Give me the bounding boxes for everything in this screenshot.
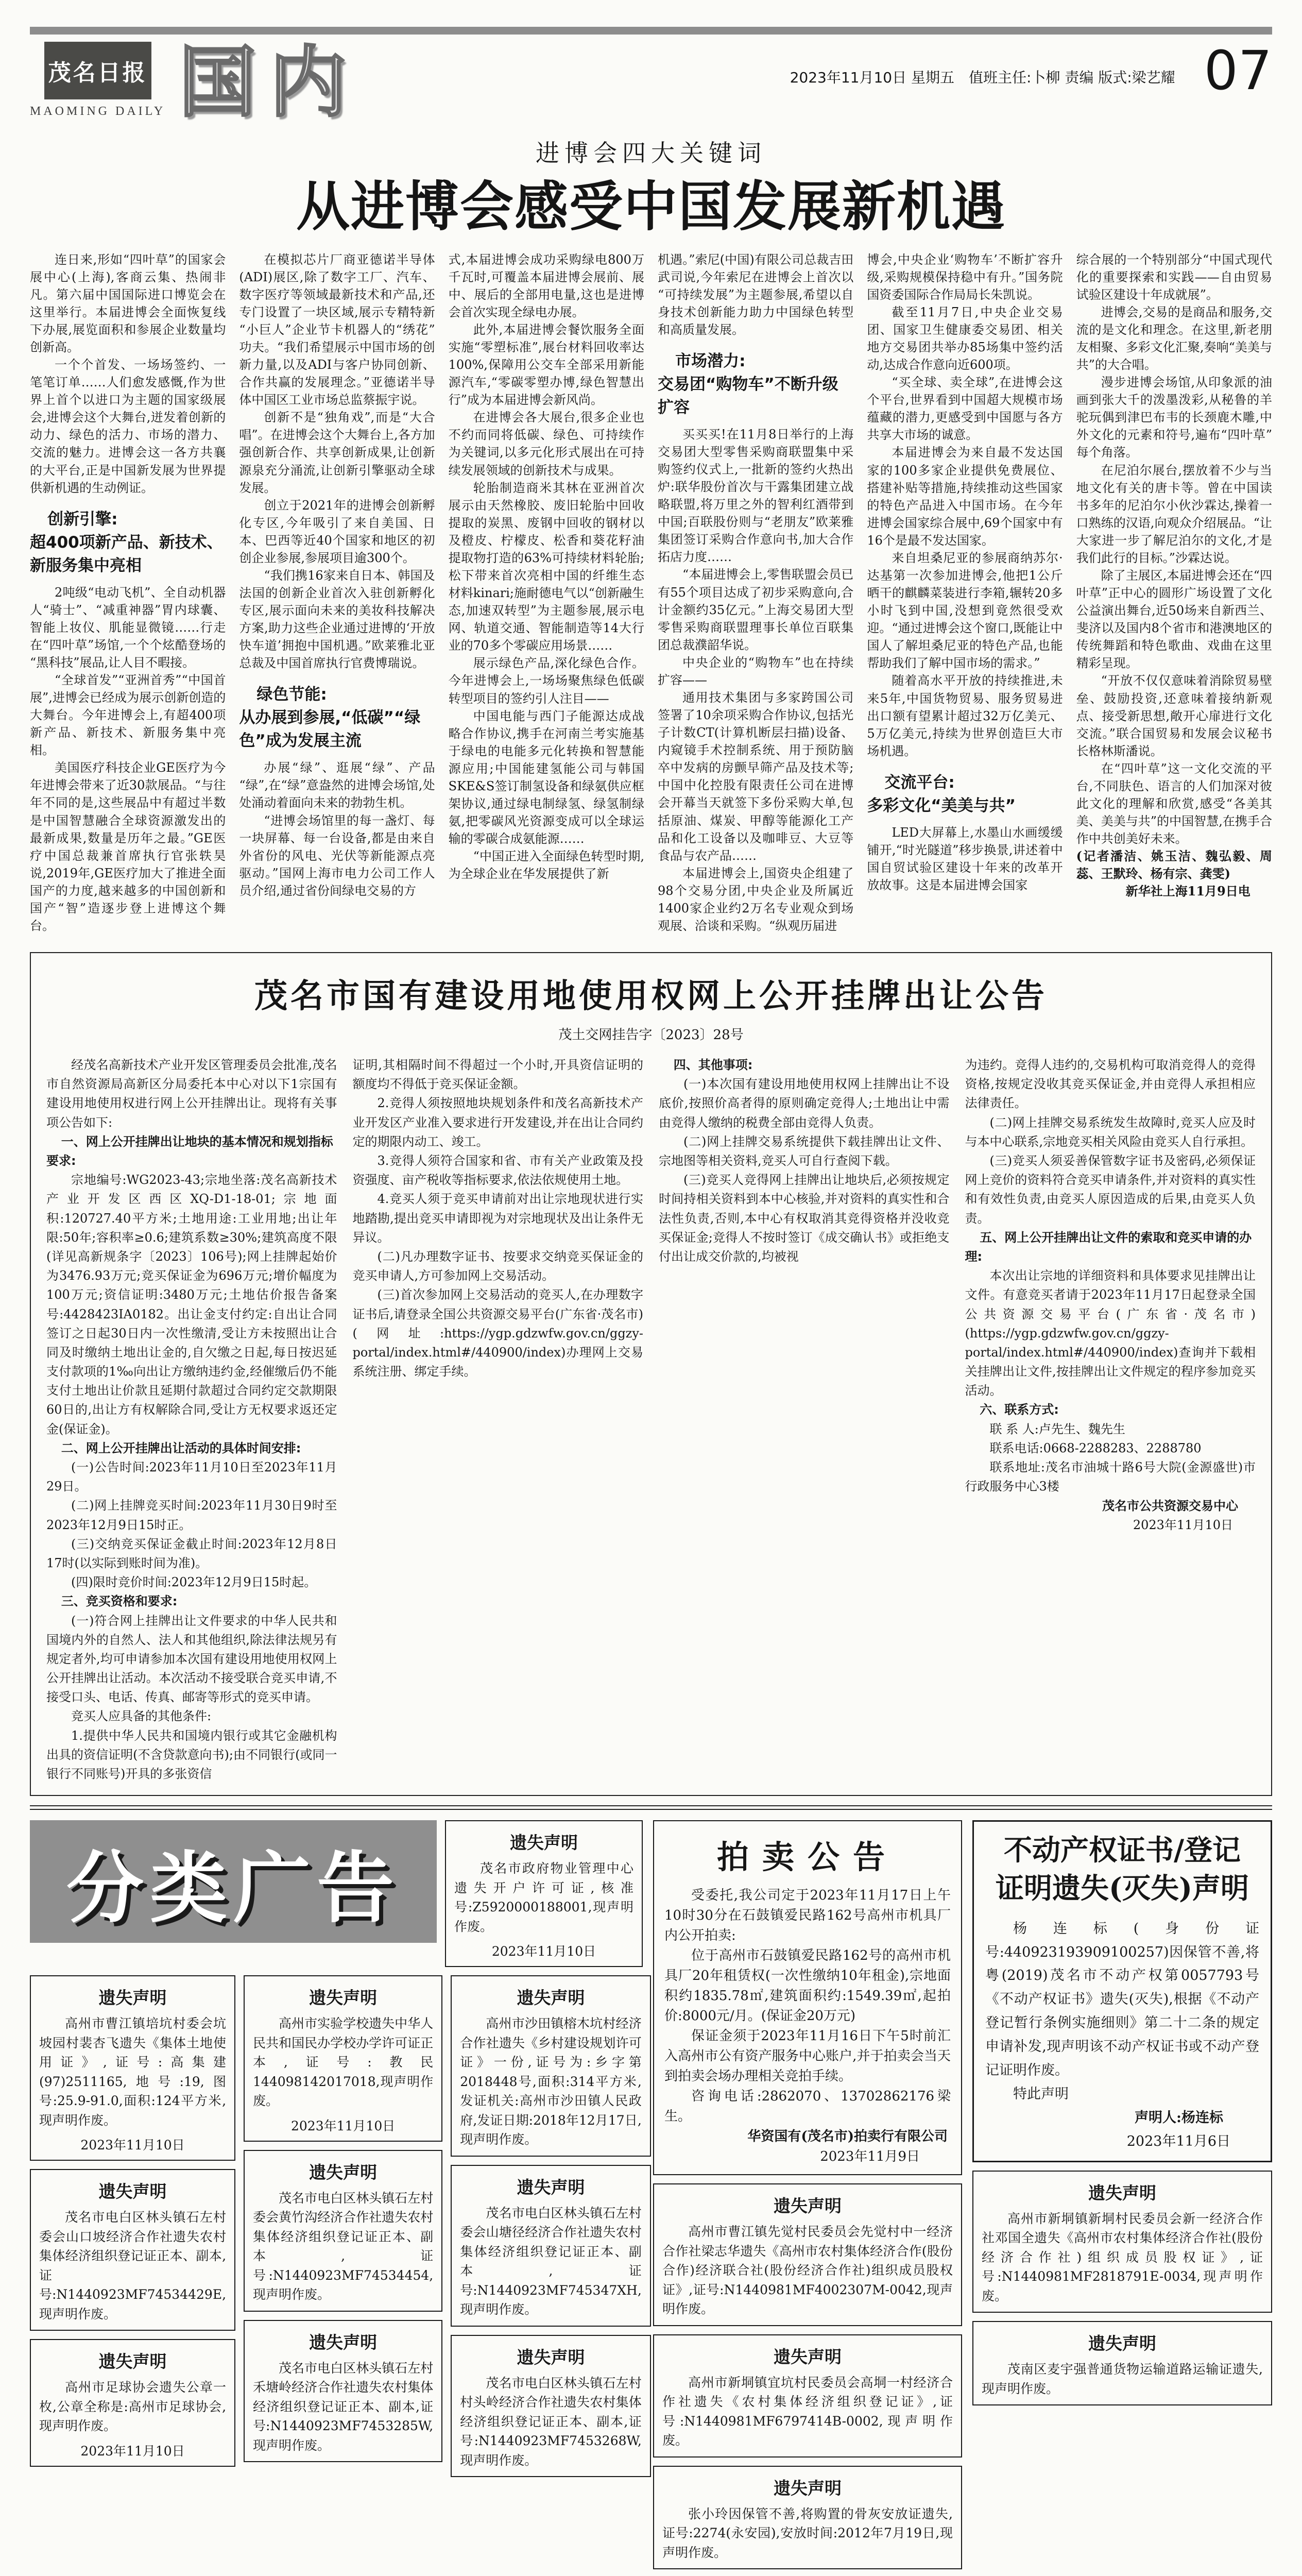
text-block: 漫步进博会场馆,从印象派的油画到张大千的泼墨泼彩,从秘鲁的羊驼玩偶到津巴布韦的长颈鹿木雕,中外文化的元素和符号,遍布“四叶草”每个角落。 [1076, 375, 1272, 460]
text-block: (一)符合网上挂牌出让文件要求的中华人民共和国境内外的自然人、法人和其他组织,除法律法规另有规定者外,均可申请参加本次国有建设用地使用权网上公开挂牌出让活动。本次活动不接受联合竞买申请,不接受口头、电话、传真、邮寄等形式的竞买申请。 [46, 1613, 337, 1705]
auction-notice [653, 1820, 962, 2175]
classifieds-left-top [30, 1820, 643, 1967]
notice-columns [46, 1056, 1256, 1784]
text-block: 在“四叶草”这一文化交流的平台,不同肤色、语言的人们加深对彼此文化的理解和欣赏,感受“各美其美、美美与共”的中国智慧,在携手合作中共创美好未来。 [1076, 761, 1272, 846]
ads-column-2 [244, 1975, 442, 2477]
text-block: 华资国有(茂名市)拍卖行有限公司 [747, 2129, 948, 2145]
text-block: 从办展到参展,“低碳”“绿色”成为发展主流 [239, 708, 421, 751]
ad-body: 张小玲因保管不善,将购置的骨灰安放证遗失,证号:2274(永安园),安放时间:2012年7月19日,现声明作废。 [662, 2506, 953, 2560]
text-block: 1.提供中华人民共和国境内银行或其它金融机构出具的资信证明(不含贷款意向书);由不同银行(或同一银行不同账号)开具的多张资信 [46, 1728, 337, 1781]
section-divider [30, 1805, 1272, 1810]
masthead [30, 42, 165, 118]
text-block: 交流平台: [884, 773, 955, 792]
text-block: 本届进博会上,国资央企组建了98个交易分团,中央企业及所属近1400家企业约2万名专业观众到场观展、洽谈和采购。“纵观历届进 [657, 866, 854, 933]
date-line: 2023年11月10日 星期五 值班主任:卜柳 责编 版式:梁艺耀 [790, 69, 1175, 86]
text-block: 三、竞买资格和要求: [61, 1594, 178, 1609]
text-block: 买买买!在11月8日举行的上海交易团大型零售采购商联盟集中采购签约仪式上,一批新的签约火热出炉:联华股份首次与干露集团建立战略联盟,将万里之外的智利红酒带到中国;百联股份则与“老朋友”欧莱雅集团签订采购合作意向书,加大合作拓店力度…… [657, 427, 854, 565]
masthead-logo: 茂名日报 [44, 42, 151, 99]
text-block: 超400项新产品、新技术、新服务集中亮相 [30, 533, 223, 575]
masthead-english: MAOMING DAILY [30, 105, 166, 118]
text-block: 茂名市公共资源交易中心 [1102, 1498, 1238, 1514]
notice-title: 茂名市国有建设用地使用权网上公开挂牌出让公告 [254, 977, 1048, 1016]
text-block: 综合展的一个特别部分“中国式现代化的重要探索和实践——自由贸易试验区建设十年成就展”。 [1076, 252, 1272, 302]
text-block: 进博会,交易的是商品和服务,交流的是文化和理念。在这里,新老朋友相聚、多彩文化汇聚,奏响“美美与共”的大合唱。 [1076, 304, 1272, 372]
text-block: “开放不仅仅意味着消除贸易壁垒、鼓励投资,还意味着接纳新观点、接受新思想,敞开心扉进行文化交流。”联合国贸易和发展会议秘书长格林斯潘说。 [1076, 673, 1272, 758]
ad-title: 遗失声明 [98, 1988, 167, 2008]
ad-date: 2023年11月10日 [80, 2443, 185, 2459]
text-block: 受委托,我公司定于2023年11月17日上午10时30分在石鼓镇爱民路162号高州市机具厂内公开拍卖: [664, 1888, 951, 1944]
text-block: LED大屏幕上,水墨山水画缓缓铺开,“时光隧道”移步换景,讲述着中国自贸试验区建设十年来的改革开放故事。这是本届进博会国家 [867, 825, 1063, 892]
article-body [30, 251, 1272, 935]
text-block: “买全球、卖全球”,在进博会这个平台,世界看到中国超大规模市场蕴藏的潜力,更感受到中国愿与各方共享大市场的诚意。 [867, 375, 1063, 443]
text-block: 二、网上公开挂牌出让活动的具体时间安排: [61, 1440, 301, 1455]
ad-box [972, 2321, 1272, 2405]
ad-title: 遗失声明 [309, 2332, 378, 2352]
text-block: 轮胎制造商米其林在亚洲首次展示由天然橡胶、废旧轮胎中回收提取的炭黑、废钢中回收的钢材以及橙皮、柠檬皮、松香和葵花籽油提取物打造的63%可持续材料轮胎;松下带来首次亮相中国的纤维生态材料kinari;施耐德电气以“创新融生态,加速双转型”为主题参展,展示电网、轨道交通、智能制造等14大行业的70多个零碳应用场景…… [448, 480, 644, 653]
ad-body: 高州市新垌镇宜坑村民委员会高垌一村经济合作社遗失《农村集体经济组织登记证》,证号:N1440981MF6797414B-0002,现声明作废。 [662, 2375, 953, 2448]
ad-body: 高州市曹江镇培坑村委会坑坡园村裴杏飞遗失《集体土地使用证》,证号:高集建(97)2511165,地号:19,图号:25.9-91.0,面积:124平方米,现声明作废。 [39, 2016, 227, 2128]
text-block: 联系电话:0668-2288283、2288780 [989, 1440, 1202, 1455]
ad-title: 遗失声明 [1088, 2333, 1156, 2354]
text-block: 一、网上公开挂牌出让地块的基本情况和规划指标要求: [46, 1134, 333, 1168]
text-block: (二)网上挂牌竞买时间:2023年11月30日9时至2023年12月9日15时正。 [46, 1498, 337, 1532]
section-banner: 国内 [179, 37, 361, 128]
ad-title: 遗失声明 [774, 2346, 842, 2367]
ad-body: 高州市新垌镇新垌村民委员会新一经济合作社邓国全遗失《高州市农村集体经济合作社(股份经济合作社)组织成员股权证》,证号:N1440981MF2818791E-0034,现声明作废。 [982, 2211, 1263, 2303]
ad-body: 高州市实验学校遗失中华人民共和国民办学校办学许可证正本,证号:教民144098142017018,现声明作废。 [253, 2016, 434, 2109]
text-block: 交易团“购物车”不断升级扩容 [657, 375, 838, 417]
text-block: (二)凡办理数字证书、按要求交纳竞买保证金的竞买申请人,方可参加网上交易活动。 [352, 1249, 643, 1283]
ad-title: 遗失声明 [98, 2351, 167, 2372]
text-block: (二)网上挂牌交易系统提供下载挂牌出让文件、宗地图等相关资料,竞买人可自行查阅下载。 [659, 1134, 950, 1168]
ad-title: 遗失声明 [309, 2162, 378, 2182]
property-title-line-1: 不动产权证书/登记 [1003, 1833, 1241, 1867]
text-block: (三)交纳竞买保证金截止时间:2023年12月8日17时(以实际到账时间为准)。 [46, 1536, 337, 1570]
ad-body: 茂名市电白区林头镇石左村禾塘岭经济合作社遗失农村集体经济组织登记证正本、副本,证号:N1440923MF7453285W,现声明作废。 [253, 2360, 434, 2453]
text-block: 2023年11月9日 [820, 2149, 920, 2165]
text-block: 在尼泊尔展台,摆放着不少与当地文化有关的唐卡等。曾在中国读书多年的尼泊尔小伙沙霖达,操着一口熟练的汉语,向观众介绍展品。“让大家进一步了解尼泊尔的文化,才是我们此行的目标。”沙霖达说。 [1076, 463, 1272, 565]
text-block: 3.竞得人须符合国家和省、市有关产业政策及投资强度、亩产税收等指标要求,依法依规使用土地。 [352, 1154, 643, 1188]
notice-column-4 [965, 1056, 1256, 1784]
text-block: 经茂名高新技术产业开发区管理委员会批准,茂名市自然资源局高新区分局委托本中心对以下1宗国有建设用地使用权进行网上公开挂牌出让。现将有关事项公告如下: [46, 1058, 337, 1130]
ad-box [445, 1820, 643, 1967]
text-block: 2023年11月10日 [1133, 1517, 1233, 1532]
text-block: 4.竞买人须于竞买申请前对出让宗地现状进行实地踏勘,提出竞买申请即视为对宗地现状及出让条件无异议。 [352, 1192, 643, 1245]
notice-column-3 [659, 1056, 950, 1784]
ad-date: 2023年11月10日 [80, 2138, 185, 2153]
article-column-5 [867, 251, 1063, 935]
property-title-line-2: 证明遗失(灭失)声明 [995, 1871, 1249, 1905]
text-block: (三)竞买人须妥善保管数字证书及密码,必须保证网上竞价的资料符合竞买申请条件,并对资料的真实性和有效性负责,由竞买人原因造成的后果,由竞买人负责。 [965, 1154, 1256, 1226]
text-block: 声明人:杨连标 [1135, 2109, 1223, 2126]
text-block: (记者潘洁、姚玉洁、魏弘毅、周蕊、王默玲、杨有宗、龚雯) [1076, 849, 1272, 882]
ad-box [653, 2334, 962, 2458]
ad-box [30, 1975, 235, 2161]
article-column-3 [449, 251, 644, 935]
text-block: 机遇。”索尼(中国)有限公司总裁吉田武司说,今年索尼在进博会上首次以“可持续发展”为主题参展,希望以自身技术创新能力助力中国绿色转型和高质量发展。 [657, 252, 854, 337]
ad-box [244, 1975, 442, 2142]
text-block: 来自坦桑尼亚的参展商纳苏尔·达基第一次参加进博会,他把1公斤晒干的麒麟菜装进行李箱,辗转20多小时飞到中国,没想到竟然很受欢迎。“通过进博会这个窗口,既能让中国人了解坦桑尼亚的特色产品,也能帮助我们了解中国市场的需求。” [867, 550, 1063, 671]
ad-title: 遗失声明 [1088, 2182, 1156, 2203]
ad-box [653, 2466, 962, 2570]
ad-box [244, 2320, 442, 2463]
text-block: 本届进博会为来自最不发达国家的100多家企业提供免费展位、搭建补贴等措施,持续推动这些国家的特色产品进入中国市场。在今年进博会国家综合展中,69个国家中有16个是最不发达国家。 [867, 445, 1063, 548]
ad-body: 茂名市电白区林头镇石左村委会山口坡经济合作社遗失农村集体经济组织登记证正本、副本,证号:N1440923MF74534429E,现声明作废。 [39, 2210, 227, 2321]
notice-column-1 [46, 1056, 337, 1784]
ads-column-right [972, 2171, 1272, 2406]
text-block: 2023年11月6日 [1126, 2133, 1230, 2149]
ad-box [972, 2171, 1272, 2313]
ad-body: 茂名市电白区林头镇石左村村头岭经济合作社遗失农村集体经济组织登记证正本、副本,证号:N1440923MF7453268W,现声明作废。 [460, 2375, 642, 2468]
ad-title: 遗失声明 [510, 1833, 578, 1853]
text-block: 截至11月7日,中央企业交易团、国家卫生健康委交易团、相关地方交易团共举办85场集中签约活动,达成合作意向近600项。 [867, 304, 1063, 372]
ad-body: 高州市沙田镇榕木坑村经济合作社遗失《乡村建设规划许可证》一份,证号为:乡字第2018448号,面积:314平方米,发证机关:高州市沙田镇人民政府,发证日期:2018年12月17日,现声明作废。 [460, 2016, 642, 2147]
text-block: 联系地址:茂名市油城十路6号大院(金源盛世)市行政服务中心3楼 [965, 1460, 1256, 1494]
text-block: 随着高水平开放的持续推进,未来5年,中国货物贸易、服务贸易进出口额有望累计超过32万亿美元、5万亿美元,持续为世界创造巨大市场机遇。 [867, 673, 1063, 758]
ad-box [30, 2169, 235, 2331]
ad-body: 茂名市电白区林头镇石左村委会山塘径经济合作社遗失农村集体经济组织登记证正本、副本,证号:N1440923MF745347XH,现声明作废。 [460, 2205, 642, 2317]
ads-column-middle [653, 2183, 962, 2569]
text-block: 2吨级“电动飞机”、全自动机器人“骑士”、“减重神器”胃内球囊、智能上妆仪、肌能显微镜……行走在“四叶草”场馆,一个个炫酷登场的“黑科技”展品,让人目不暇接。 [30, 585, 226, 670]
text-block: 市场潜力: [675, 351, 746, 370]
text-block: 一个个首发、一场场签约、一笔笔订单……人们愈发感慨,作为世界上首个以进口为主题的国家级展会,进博会这个大舞台,迸发着创新的动力、绿色的活力、市场的潜力、交流的魅力。进博会这一各方共襄的大平台,正是中国新发展为世界提供新机遇的生动例证。 [30, 358, 226, 495]
page-number: 07 [1204, 39, 1272, 102]
text-block: 博会,中央企业‘购物车’不断扩容升级,采购规模保持稳中有升。”国务院国资委国际合作局局长朱凯说。 [867, 252, 1063, 302]
text-block: 在进博会各大展台,很多企业也不约而同将低碳、绿色、可持续作为关键词,以多元化形式展出在可持续发展领域的创新技术与成果。 [448, 410, 644, 478]
ad-body: 高州市足球协会遗失公章一枚,公章全称是:高州市足球协会,现声明作废。 [39, 2380, 227, 2434]
text-block: 在模拟芯片厂商亚德诺半导体(ADI)展区,除了数字工厂、汽车、数字医疗等领域最新技术和产品,还专门设置了一块区域,展示专精特新“小巨人”企业节卡机器人的“绣花”功夫。“我们希望展示中国市场的创新力量,以及ADI与客户协同创新、合作共赢的发展理念。”亚德诺半导体中国区工业市场总监蔡振宇说。 [239, 252, 435, 408]
classifieds-middle [653, 1820, 962, 2569]
text-block: 展示绿色产品,深化绿色合作。今年进博会上,一场场聚焦绿色低碳转型项目的签约引人注目—— [448, 656, 644, 706]
text-block: 绿色节能: [256, 685, 327, 704]
ad-body: 茂南区麦宇强普通货物运输道路运输证遗失,现声明作废。 [982, 2362, 1263, 2396]
auction-body [664, 1886, 951, 2167]
text-block: 式,本届进博会成功采购绿电800万千瓦时,可覆盖本届进博会展前、展中、展后的全部用电量,这也是进博会首次实现全绿电办展。 [448, 252, 644, 319]
top-rule [30, 27, 1272, 35]
text-block: 连日来,形如“四叶草”的国家会展中心(上海),客商云集、热闹非凡。第六届中国国际进口博览会在这里举行。本届进博会全面恢复线下办展,展览面积和参展企业数量均创新高。 [30, 252, 226, 354]
ad-box [653, 2183, 962, 2326]
text-block: 创立于2021年的进博会创新孵化专区,今年吸引了来自美国、日本、巴西等近40个国家和地区的初创企业参展,参展项目逾300个。 [239, 498, 435, 565]
text-block: 四、其他事项: [673, 1058, 753, 1073]
notice-column-2 [353, 1056, 644, 1784]
lead-section [30, 134, 1272, 238]
classifieds-left [30, 1820, 643, 2477]
ad-box [451, 1975, 651, 2157]
text-block: (四)限时竞价时间:2023年12月9日15时起。 [71, 1575, 317, 1590]
ads-column-3 [451, 1975, 651, 2477]
text-block: 位于高州市石鼓镇爱民路162号的高州市机具厂20年租赁权(一次性缴纳10年租金),宗地面积约1835.78㎡,建筑面积约:1549.39㎡,起拍价:8000元/月。(保证金20万元) [664, 1948, 951, 2024]
article-column-4 [658, 251, 853, 935]
property-notice-title [985, 1831, 1259, 1908]
text-block: 新华社上海11月9日电 [1125, 884, 1250, 899]
ads-column-top-right [445, 1820, 643, 1967]
ad-title: 遗失声明 [98, 2181, 167, 2202]
ad-body: 高州市曹江镇先觉村民委员会先觉村中一经济合作社梁志华遗失《高州市农村集体经济合作(股份合作)经济联合社(股份经济合作社)组织成员股权证》,证号:N1440981MF4002307M-0042,现声明作废。 [662, 2224, 953, 2317]
text-block: 创新引擎: [47, 510, 118, 529]
text-block: 除了主展区,本届进博会还在“四叶草”正中心的圆形广场设置了文化公益演出舞台,近50场来自新西兰、斐济以及国内8个省市和港澳地区的传统舞蹈和特色歌曲、戏曲在这里精彩呈现。 [1076, 568, 1272, 671]
land-sale-notice [30, 952, 1272, 1796]
text-block: 办展“绿”、逛展“绿”、产品“绿”,在“绿”意盎然的进博会场馆,处处涌动着面向未来的勃勃生机。 [239, 760, 435, 810]
classifieds-section [30, 1820, 1272, 2569]
ad-date: 2023年11月10日 [291, 2118, 396, 2133]
text-block: “全球首发”“亚洲首秀”“中国首展”,进博会已经成为展示创新创造的大舞台。今年进博会上,有超400项新产品、新技术、新服务集中亮相。 [30, 672, 226, 758]
classifieds-right [972, 1820, 1272, 2405]
text-block: 此外,本届进博会餐饮服务全面实施“零塑标准”,展台材料回收率达100%,保障用公交车全部采用新能源汽车,“零碳零塑办博,绿色智慧出行”成为本届进博会新风尚。 [448, 322, 644, 408]
text-block: 特此声明 [1013, 2086, 1069, 2102]
ad-box [451, 2165, 651, 2327]
text-block: 证明,其相隔时间不得超过一个小时,开具资信证明的额度均不得低于竞买保证金额。 [352, 1058, 643, 1092]
main-headline: 从进博会感受中国发展新机遇 [296, 175, 1006, 238]
text-block: 六、联系方式: [980, 1402, 1059, 1417]
text-block: (一)公告时间:2023年11月10日至2023年11月29日。 [46, 1460, 337, 1494]
text-block: 中国电能与西门子能源达成战略合作协议,携手在河南兰考实施基于绿电的电能多元化转换和智慧能源应用;中国能建氢能公司与韩国SKE&S签订制氢设备和绿氨供应框架协议,通过绿电制绿氢、绿氢制绿氨,把零碳风光资源变成可以全球运输的零碳合成氨能源…… [448, 708, 644, 846]
text-block: 多彩文化“美美与共” [867, 796, 1016, 815]
text-block: 本次出让宗地的详细资料和具体要求见挂牌出让文件。有意竞买者请于2023年11月17日起登录全国公共资源交易平台(广东省·茂名市)(https://ygp.gdzwfw.gov.cn/ggzy-portal/index.html#/440900/index)查询并下载相关挂牌出让文件,按挂牌出让文件规定的程序参加竞买活动。 [965, 1268, 1256, 1398]
text-block: 为违约。竞得人违约的,交易机构可取消竞得人的竞得资格,按规定没收其竞买保证金,并由竞得人承担相应法律责任。 [965, 1058, 1256, 1111]
text-block: 创新不是“独角戏”,而是“大合唱”。在进博会这个大舞台上,各方加强创新合作、共享创新成果,让创新源泉充分涌流,让创新引擎驱动全球发展。 [239, 410, 435, 495]
auction-title: 拍卖公告 [716, 1838, 898, 1876]
ad-title: 遗失声明 [774, 2196, 842, 2216]
text-block: “我们携16家来自日本、韩国及法国的创新企业首次入驻创新孵化专区,展示面向未来的美妆科技解决方案,助力这些企业通过进博的‘开放快车道’拥抱中国机遇。”欧莱雅北亚总裁及中国首席执行官费博瑞说。 [239, 568, 435, 671]
header-right [790, 39, 1272, 102]
ads-column-1 [30, 1975, 235, 2477]
text-block: (一)本次国有建设用地使用权网上挂牌出让不设底价,按照价高者得的原则确定竞得人;土地出让中需由竞得人缴纳的税费全部由竞得人负责。 [659, 1077, 950, 1130]
text-block: “本届进博会上,零售联盟会员已有55个项目达成了初步采购意向,合计金额约35亿元。”上海交易团大型零售采购商联盟理事长单位百联集团总裁濮韶华说。 [657, 567, 854, 652]
text-block: 杨连标(身份证号:440923193909100257)因保管不善,将粤(2019)茂名市不动产权第0057793号《不动产权证书》遗失(灭失),根据《不动产登记暂行条例实施细则》第二十二条的规定申请补发,现声明该不动产权证书或不动产登记证明作废。 [985, 1920, 1259, 2079]
text-block: 联 系 人:卢先生、魏先生 [989, 1421, 1125, 1436]
classified-ads-banner: 分类广告 [30, 1820, 437, 1943]
ad-title: 遗失声明 [309, 1988, 378, 2008]
text-block: 咨询电话:2862070、13702862176梁生。 [664, 2089, 951, 2125]
text-block: (三)竞买人竞得网上挂牌出让地块后,必须按规定时间持相关资料到本中心核验,并对资料的真实性和合法性负责,否则,本中心有权取消其竞得资格并没收竞买保证金;竞得人不按时签订《成交确认书》或拒绝支付出让成交价款的,均被视 [659, 1173, 950, 1264]
notice-doc-number: 茂土交网挂告字〔2023〕28号 [558, 1027, 744, 1043]
article-column-1 [30, 251, 226, 935]
text-block: 宗地编号:WG2023-43;宗地坐落:茂名高新技术产业开发区西区XQ-D1-18-01;宗地面积:120727.40平方米;土地用途:工业用地;出让年限:50年;容积率≥0.6;建筑系数≥30%;建筑高度不限(详见高新规条字〔2023〕106号);网上挂牌起始价为3476.93万元;竞买保证金为696万元;增价幅度为100万元;资信证明:3480万元;土地估价报告备案号:4428423IA0182。出让金支付约定:自出让合同签订之日起30日内一次性缴清,受让方未按照出让合同及时缴纳土地出让金的,自欠缴之日起,每日按迟延支付款项的1‰向出让方缴纳违约金,经催缴后仍不能支付土地出让价款且延期付款超过合同约定交款期限60日的,出让方有权解除合同,受让方无权要求返还定金(保证金)。 [46, 1173, 337, 1436]
classifieds-left-grid [30, 1975, 643, 2477]
text-block: 通用技术集团与多家跨国公司签署了10余项采购合作协议,包括光子计数CT(计算机断层扫描)设备、内窥镜手术控制系统、用于预防脑卒中发病的房颤早筛产品及技术等;中国中化控股有限责任公司在进博会开幕当天就签下多份采购大单,包括原油、煤炭、甲醇等能源化工产品和化工设备以及咖啡豆、大豆等食品与农产品…… [657, 690, 854, 863]
ad-body: 茂名市政府物业管理中心遗失开户许可证,核准号:Z5920000188001,现声明作废。 [454, 1861, 633, 1934]
ad-title: 遗失声明 [517, 2347, 585, 2367]
text-block: 保证金须于2023年11月16日下午5时前汇入高州市公有资产服务中心账户,并于拍卖会当天到拍卖会场办理相关竞拍手续。 [664, 2028, 951, 2084]
text-block: 竞买人应具备的其他条件: [71, 1709, 212, 1724]
article-column-2 [239, 251, 435, 935]
ad-title: 遗失声明 [517, 2177, 585, 2197]
text-block: 美国医疗科技企业GE医疗为今年进博会带来了近30款展品。“与往年不同的是,这些展品中有超过半数是中国智慧融合全球资源激发出的最新成果,数量是历年之最。”GE医疗中国总裁兼首席执行官张轶昊说,2019年,GE医疗加大了推进全面国产的力度,越来越多的中国创新和国产“智”造逐步登上进博这个舞台。 [30, 760, 226, 933]
text-block: (二)网上挂牌交易系统发生故障时,竞买人应及时与本中心联系,宗地竞买相关风险由竞买人自行承担。 [965, 1115, 1256, 1149]
article-kicker: 进博会四大关键词 [536, 139, 766, 167]
text-block: 2.竞得人须按照地块规划条件和茂名高新技术产业开发区产业准入要求进行开发建设,并在出让合同约定的期限内动工、竣工。 [352, 1096, 643, 1149]
page-header [30, 37, 1272, 128]
ad-title: 遗失声明 [774, 2478, 842, 2498]
text-block: “进博会场馆里的每一盏灯、每一块屏幕、每一台设备,都是由来自外省份的风电、光伏等新能源点亮驱动。”国网上海市电力公司工作人员介绍,通过省份间绿电交易的方 [239, 813, 435, 898]
property-notice-body [985, 1917, 1259, 2154]
ad-box [244, 2150, 442, 2312]
ad-title: 遗失声明 [517, 1988, 585, 2008]
ad-body: 茂名市电白区林头镇石左村委会黄竹沟经济合作社遗失农村集体经济组织登记证正本、副本,证号:N1440923MF74534454,现声明作废。 [253, 2190, 434, 2302]
property-loss-notice [972, 1820, 1272, 2162]
ad-box [30, 2339, 235, 2467]
text-block: “中国正进入全面绿色转型时期,为全球企业在华发展提供了新 [448, 849, 644, 882]
article-column-6 [1076, 251, 1272, 935]
text-block: (三)首次参加网上交易活动的竞买人,在办理数字证书后,请登录全国公共资源交易平台(广东省·茂名市)(网址:https://ygp.gdzwfw.gov.cn/ggzy-portal/index.html#/440900/index)办理网上交易系统注册、绑定手续。 [352, 1287, 643, 1379]
ad-date: 2023年11月10日 [491, 1944, 596, 1959]
text-block: 五、网上公开挂牌出让文件的索取和竞买申请的办理: [965, 1230, 1252, 1264]
text-block: 中央企业的“购物车”也在持续扩容—— [657, 655, 854, 687]
ad-box [451, 2335, 651, 2478]
